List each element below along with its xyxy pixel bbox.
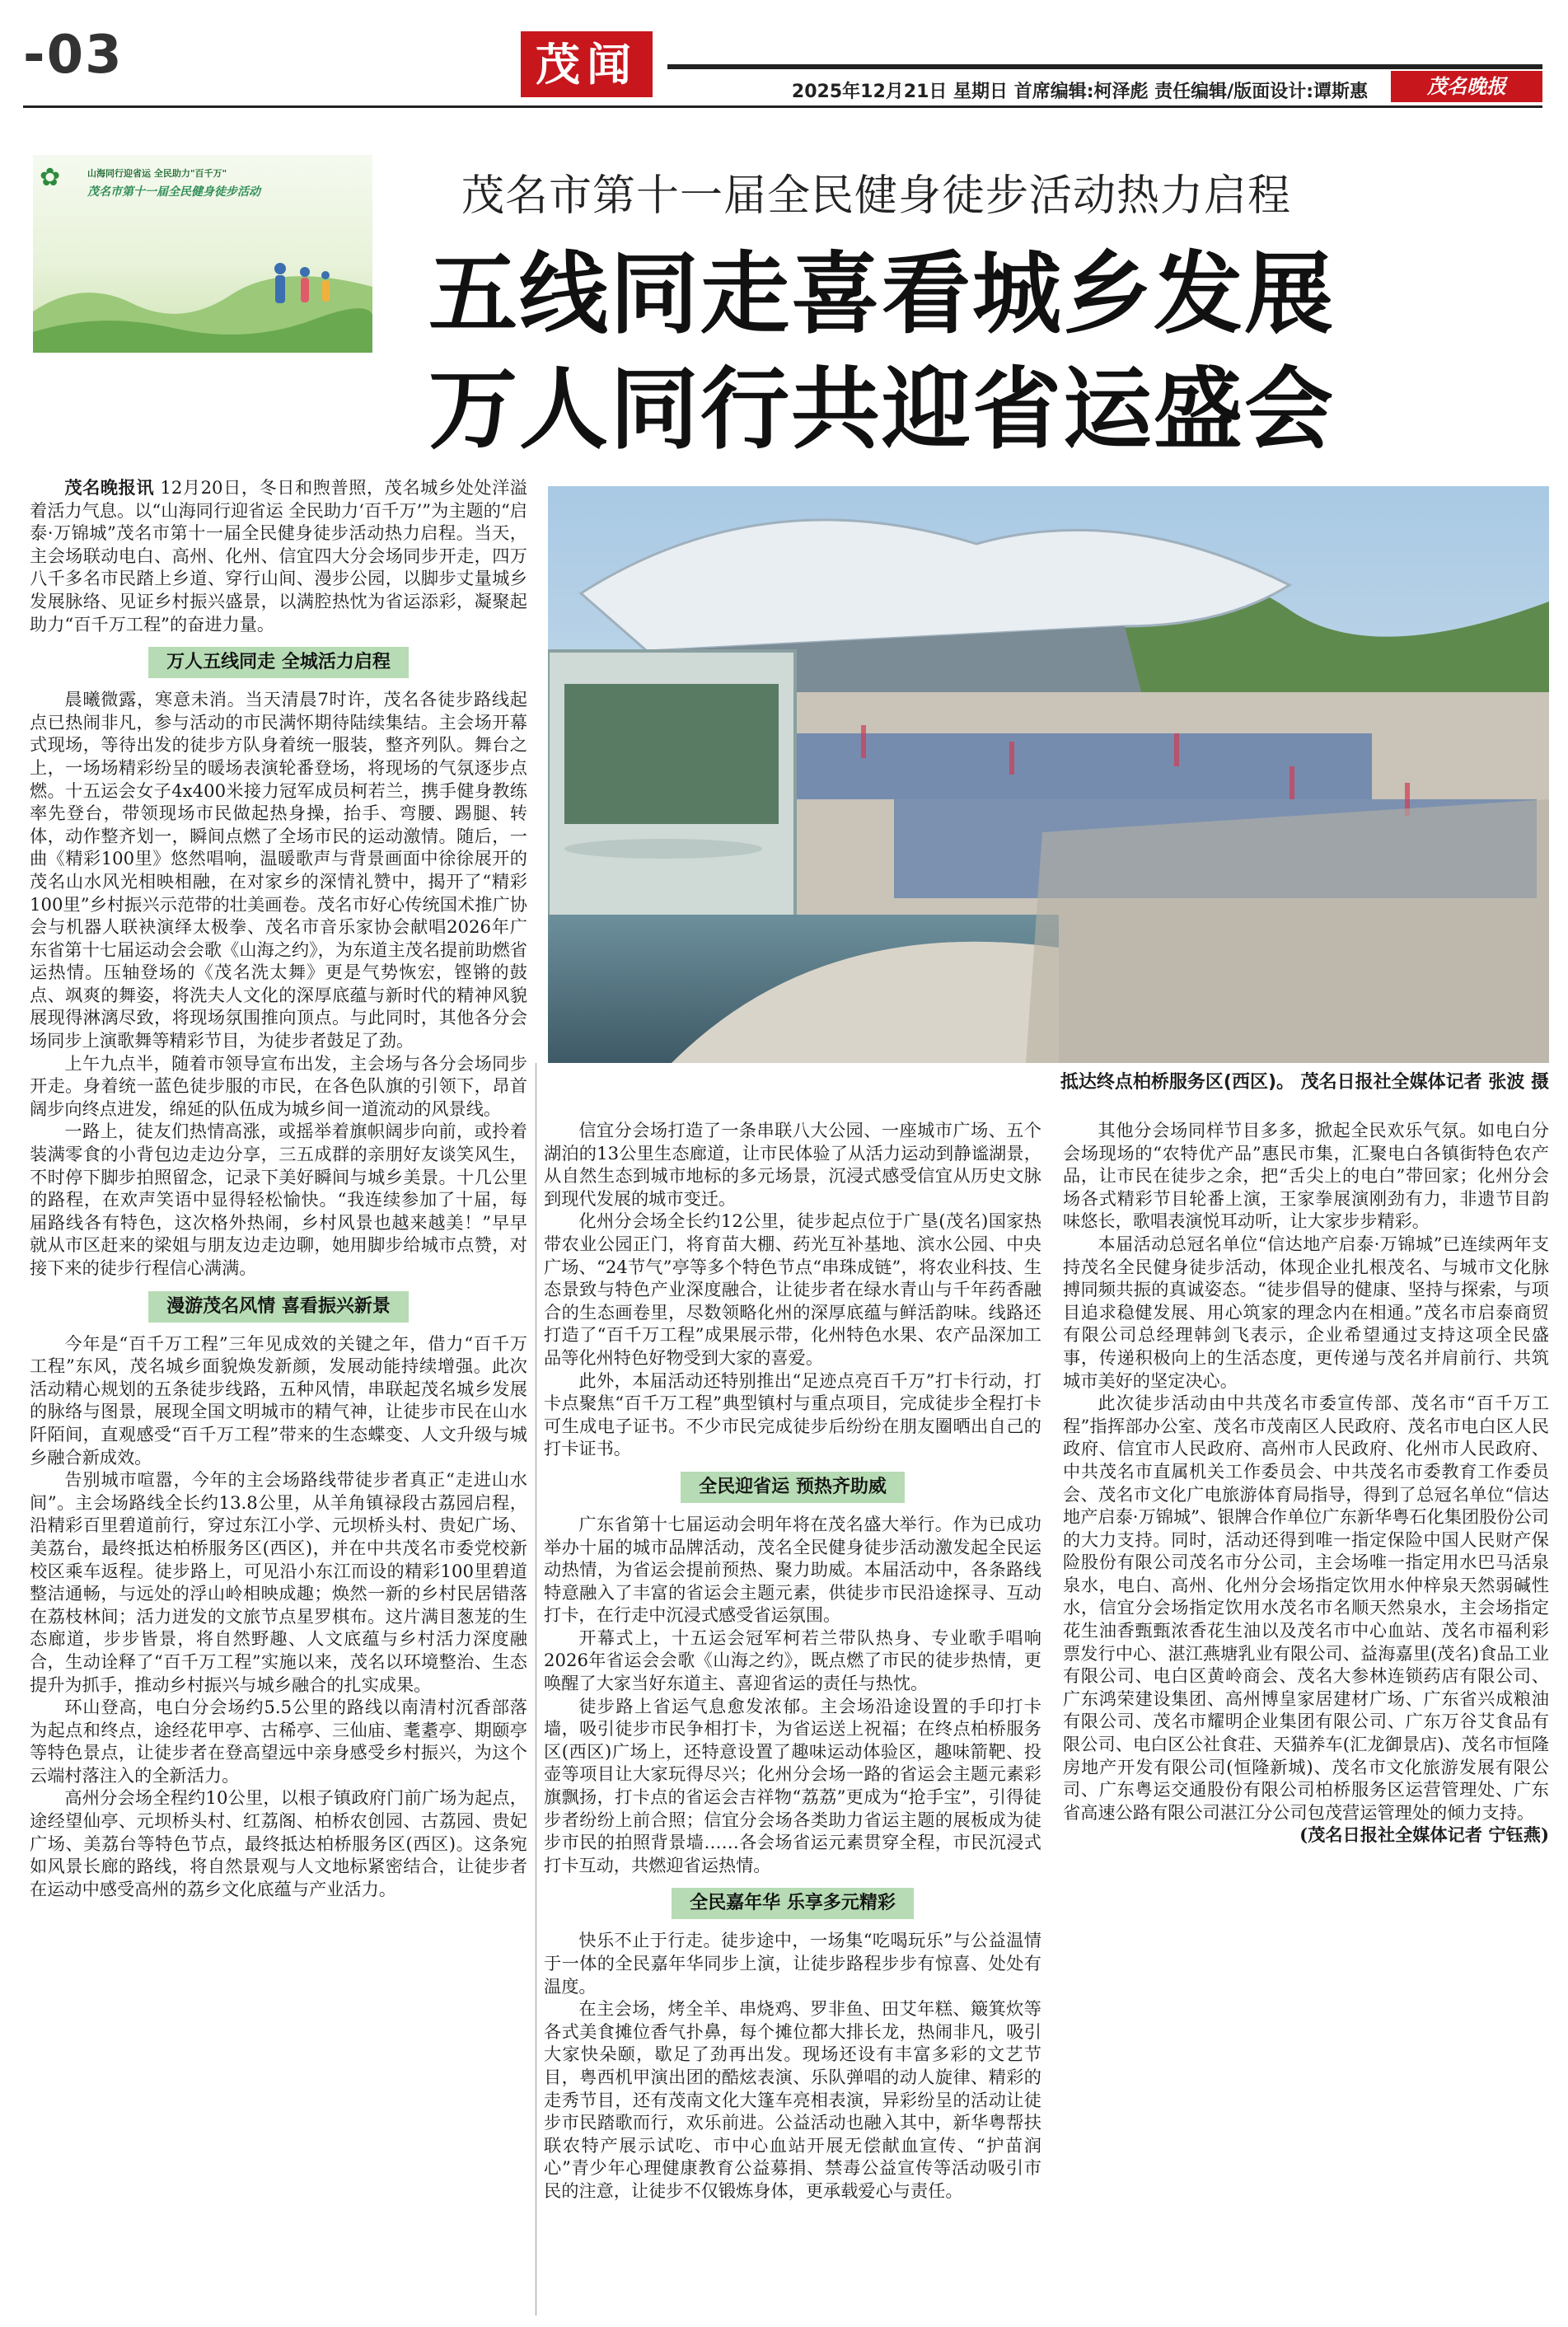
dateline: 2025年12月21日 星期日 首席编辑:柯泽彪 责任编辑/版面设计:谭斯惠 — [791, 82, 1368, 102]
paragraph: 广东省第十七届运动会明年将在茂名盛大举行。作为已成功举办十届的城市品牌活动，茂名全民健身徒步活动激发起全民运动热情，为省运会提前预热、聚力助威。本届活动中，各条路线特意融入了丰富的省运会主题元素，供徒步市民沿途探寻、互动打卡，在行走中沉浸式感受省运氛围。 — [544, 1513, 1041, 1626]
paragraph: 本届活动总冠名单位“信达地产启泰·万锦城”已连续两年支持茂名全民健身徒步活动，体现企业扎根茂名、与城市文化脉搏同频共振的真诚姿态。“徒步倡导的健康、坚持与探索，与项目追求稳健发展、用心筑家的理念内在相通。”茂名市启泰商贸有限公司总经理韩剑飞表示，企业希望通过支持这项全民盛事，传递积极向上的生活态度，更传递与茂名并肩前行、共筑城市美好的坚定决心。 — [1063, 1233, 1549, 1391]
paragraph: 今年是“百千万工程”三年见成效的关键之年，借力“百千万工程”东风，茂名城乡面貌焕发新颜，发展动能持续增强。此次活动精心规划的五条徒步线路，五种风情，串联起茂名城乡发展的脉络与图景，展现全国文明城市的精气神，让徒步市民在山水阡陌间，直观感受“百千万工程”带来的生态蝶变、人文升级与城乡融合新成效。 — [30, 1332, 527, 1468]
subheading-1 — [30, 647, 527, 678]
paragraph: 环山登高，电白分会场约5.5公里的路线以南清村沉香部落为起点和终点，途经花甲亭、古稀亭、三仙庙、耄耋亭、期颐亭等特色景点，让徒步者在登高望远中亲身感受乡村振兴，为这个云端村落注入的全新活力。 — [30, 1697, 527, 1786]
paper-name-logo: 茂名晚报 — [1391, 71, 1542, 102]
article-column-1 — [30, 476, 527, 2319]
subheading-text: 漫游茂名风情 喜看振兴新景 — [148, 1291, 409, 1323]
paragraph: 化州分会场全长约12公里，徒步起点位于广垦(茂名)国家热带农业公园正门，将育苗大棚、药光互补基地、滨水公园、中央广场、“24节气”亭等多个特色节点“串珠成链”，将农业科技、生态景致与特色产业深度融合，让徒步者在绿水青山与千年药香融合的生态画卷里，尽数领略化州的深厚底蕴与鲜活韵味。线路还打造了“百千万工程”成果展示带，化州特色水果、农产品深加工品等化州特色好物受到大家的喜爱。 — [544, 1210, 1041, 1368]
header-rule — [667, 64, 1542, 69]
page-number: -03 — [23, 25, 124, 86]
lead-paragraph — [30, 476, 527, 635]
article-column-2 — [544, 1119, 1041, 2319]
paragraph: 快乐不止于行走。徒步途中，一场集“吃喝玩乐”与公益温情于一体的全民嘉年华同步上演，让徒步路程步步有惊喜、处处有温度。 — [544, 1930, 1041, 1997]
event-banner — [33, 155, 372, 353]
article-column-3 — [1063, 1119, 1549, 2319]
subheading-text: 全民迎省运 预热齐助威 — [681, 1472, 905, 1503]
lead-text: 12月20日，冬日和煦普照，茂名城乡处处洋溢着活力气息。以“山海同行迎省运 全民助力‘百千万’”为主题的“启泰·万锦城”茂名市第十一届全民健身徒步活动热力启程。当天，主会场联动电白、高州、化州、信宜四大分会场同步开走，四万八千多名市民踏上乡道、穿行山间、漫步公园，以脚步丈量城乡发展脉络、见证乡村振兴盛景，以满腔热忱为省运添彩，凝聚起助力“百千万工程”的奋进力量。 — [30, 477, 527, 634]
subheading-3 — [544, 1472, 1041, 1503]
lead-label: 茂名晚报讯 — [64, 477, 155, 498]
subheading-2 — [30, 1291, 527, 1323]
paragraph: 高州分会场全程约10公里，以根子镇政府门前广场为起点，途经望仙亭、元坝桥头村、红荔阁、柏桥农创园、古荔园、贵妃广场、美荔台等特色节点，最终抵达柏桥服务区(西区)。这条宛如风景长廊的路线，将自然景观与人文地标紧密结合，让徒步者在运动中感受高州的荔乡文化底蕴与产业活力。 — [30, 1787, 527, 1899]
paragraph: 在主会场，烤全羊、串烧鸡、罗非鱼、田艾年糕、簸箕炊等各式美食摊位香气扑鼻，每个摊位都大排长龙，热闹非凡，吸引大家快朵颐，歇足了劲再出发。现场还设有丰富多彩的文艺节目，粤西机甲演出团的酷炫表演、乐队弹唱的动人旋律、精彩的走秀节目，还有茂南文化大篷车亮相表演，异彩纷呈的活动让徒步市民踏歌而行，欢乐前进。公益活动也融入其中，新华粤帮扶联农特产展示试吃、市中心血站开展无偿献血宣传、“护苗润心”青少年心理健康教育公益募捐、禁毒公益宣传等活动吸引市民的注意，让徒步不仅锻炼身体，更承载爱心与责任。 — [544, 1998, 1041, 2201]
paragraph: 开幕式上，十五运会冠军柯若兰带队热身、专业歌手唱响2026年省运会会歌《山海之约》，既点燃了市民的徒步热情，更唤醒了大家当好东道主、喜迎省运的责任与热忱。 — [544, 1627, 1041, 1694]
photo-caption: 抵达终点柏桥服务区(西区)。 茂名日报社全媒体记者 张波 摄 — [1060, 1072, 1549, 1093]
banner-theme: 山海同行迎省运 全民助力"百千万" — [87, 168, 227, 179]
paragraph: 上午九点半，随着市领导宣布出发，主会场与各分会场同步开走。身着统一蓝色徒步服的市民，在各色队旗的引领下，昂首阔步向终点进发，绵延的队伍成为城乡间一道流动的风景线。 — [30, 1052, 527, 1119]
banner-illustration — [33, 254, 372, 353]
paragraph: 其他分会场同样节目多多，掀起全民欢乐气氛。如电白分会场现场的“农特优产品”惠民市集，汇聚电白各镇街特色农产品，让市民在徒步之余，把“舌尖上的电白”带回家；化州分会场各式精彩节目轮番上演，王家拳展演刚劲有力，非遗节目韵味悠长，歌唱表演悦耳动听，让大家步步精彩。 — [1063, 1120, 1549, 1232]
paragraph: 晨曦微露，寒意未消。当天清晨7时许，茂名各徒步路线起点已热闹非凡，参与活动的市民满怀期待陆续集结。主会场开幕式现场，等待出发的徒步方队身着统一服装，整齐列队。舞台之上，一场场精彩纷呈的暖场表演轮番登场，将现场的气氛逐步点燃。十五运会女子4x400米接力冠军成员柯若兰，携手健身教练率先登台，带领现场市民做起热身操，抬手、弯腰、踢腿、转体，动作整齐划一，瞬间点燃了全场市民的运动激情。随后，一曲《精彩100里》悠然唱响，温暖歌声与背景画面中徐徐展开的茂名山水风光相映相融，在对家乡的深情礼赞中，揭开了“精彩100里”乡村振兴示范带的壮美画卷。茂名市好心传统国术推广协会与机器人联袂演绎太极拳、茂名市音乐家协会献唱2026年广东省第十七届运动会会歌《山海之约》，为东道主茂名提前助燃省运热情。压轴登场的《茂名洗太舞》更是气势恢宏，铿锵的鼓点、飒爽的舞姿，将洗夫人文化的深厚底蕴与新时代的精神风貌展现得淋漓尽致，将现场氛围推向顶点。与此同时，其他各分会场同步上演歌舞等精彩节目，为徒步者鼓足了劲。 — [30, 689, 527, 1051]
subheading-text: 全民嘉年华 乐享多元精彩 — [672, 1888, 914, 1919]
paragraph: 此外，本届活动还特别推出“足迹点亮百千万”打卡行动，打卡点聚焦“百千万工程”典型镇村与重点项目，完成徒步全程打卡可生成电子证书。不少市民完成徒步后纷纷在朋友圈晒出自己的打卡证书。 — [544, 1370, 1041, 1459]
byline: (茂名日报社全媒体记者 宁钰燕) — [1299, 1824, 1549, 1846]
paragraph: 告别城市喧嚣，今年的主会场路线带徒步者真正“走进山水间”。主会场路线全长约13.8公里，从羊角镇禄段古荔园启程，沿精彩百里碧道前行，穿过东江小学、元坝桥头村、贵妃广场、美荔台，最终抵达柏桥服务区(西区)，并在中共茂名市委党校新校区乘车返程。徒步路上，可见沿小东江而设的精彩100里碧道整洁通畅，与远处的浮山岭相映成趣；焕然一新的乡村民居错落在荔枝林间；活力迸发的文旅节点星罗棋布。这片满目葱茏的生态廊道，步步皆景，将自然野趣、人文底蕴与乡村活力深度融合，生动诠释了“百千万工程”实施以来，茂名以环境整治、生态提升为抓手，推动乡村振兴与城乡融合的扎实成果。 — [30, 1469, 527, 1695]
main-headline-line1: 五线同走喜看城乡发展 — [428, 243, 1336, 346]
paragraph: 一路上，徒友们热情高涨，或摇举着旗帜阔步向前，或拎着装满零食的小背包边走边分享，三五成群的亲朋好友谈笑风生，不时停下脚步拍照留念，记录下美好瞬间与城乡美景。十几公里的路程，在欢声笑语中显得轻松愉快。“我连续参加了十届，每届路线各有特色，这次格外热闹，乡村风景也越来越美！”早早就从市区赶来的梁姐与朋友边走边聊，她用脚步给城市点赞，对接下来的徒步行程信心满满。 — [30, 1121, 527, 1278]
paragraph: 信宜分会场打造了一条串联八大公园、一座城市广场、五个湖泊的13公里生态廊道，让市民体验了从活力运动到静谧湖景，从自然生态到城市地标的多元场景，沉浸式感受信宜从历史文脉到现代发展的城市变迁。 — [544, 1120, 1041, 1209]
kicker-headline: 茂名市第十一届全民健身徒步活动热力启程 — [461, 171, 1292, 221]
header-divider — [23, 105, 1542, 108]
subheading-text: 万人五线同走 全城活力启程 — [148, 647, 409, 678]
service-area-photo — [548, 486, 1549, 1063]
subheading-4 — [544, 1888, 1041, 1919]
paragraph: 此次徒步活动由中共茂名市委宣传部、茂名市“百千万工程”指挥部办公室、茂名市茂南区人民政府、茂名市电白区人民政府、信宜市人民政府、高州市人民政府、化州市人民政府、中共茂名市直属机关工作委员会、中共茂名市委教育工作委员会、茂名市文化广电旅游体育局指导，得到了总冠名单位“信达地产启泰·万锦城”、银牌合作单位广东新华粤石化集团股份公司的大力支持。同时，活动还得到唯一指定保险中国人民财产保险股份有限公司茂名市分公司，主会场唯一指定用水巴马活泉泉水，电白、高州、化州分会场指定饮用水仲梓泉天然弱碱性水，信宜分会场指定饮用水茂名市名顺天然泉水，主会场指定花生油香甄甄浓香花生油以及茂名市中心血站、茂名市福利彩票发行中心、湛江燕塘乳业有限公司、益海嘉里(茂名)食品工业有限公司、电白区黄岭商会、茂名大参林连锁药店有限公司、广东鸿荣建设集团、高州博皇家居建材广场、广东省兴成粮油有限公司、茂名市耀明企业集团有限公司、广东万谷艾食品有限公司、电白区公社食荘、天猫养车(汇龙御景店)、茂名市恒隆房地产开发有限公司(恒隆新城)、茂名市文化旅游发展有限公司、广东粤运交通股份有限公司柏桥服务区运营管理处、广东省高速公路有限公司湛江分公司包茂营运管理处的倾力支持。 — [1063, 1393, 1549, 1823]
main-headline-line2: 万人同行共迎省运盛会 — [428, 358, 1336, 461]
banner-title: 茂名市第十一届全民健身徒步活动 — [87, 185, 260, 199]
event-logo-icon: ✿ — [40, 163, 61, 192]
news-photo — [548, 486, 1549, 1063]
section-tag: 茂闻 — [521, 31, 653, 97]
paragraph: 徒步路上省运气息愈发浓郁。主会场沿途设置的手印打卡墙，吸引徒步市民争相打卡，为省运送上祝福；在终点柏桥服务区(西区)广场上，还特意设置了趣味运动体验区，趣味箭靶、投壶等项目让大家玩得尽兴；化州分会场一路的省运会主题元素彩旗飘扬，打卡点的省运会吉祥物“荔荔”更成为“抢手宝”，引得徒步者纷纷上前合照；信宜分会场各类助力省运主题的展板成为徒步市民的拍照背景墙……各会场省运元素贯穿全程，市民沉浸式打卡互动，共燃迎省运热情。 — [544, 1695, 1041, 1875]
